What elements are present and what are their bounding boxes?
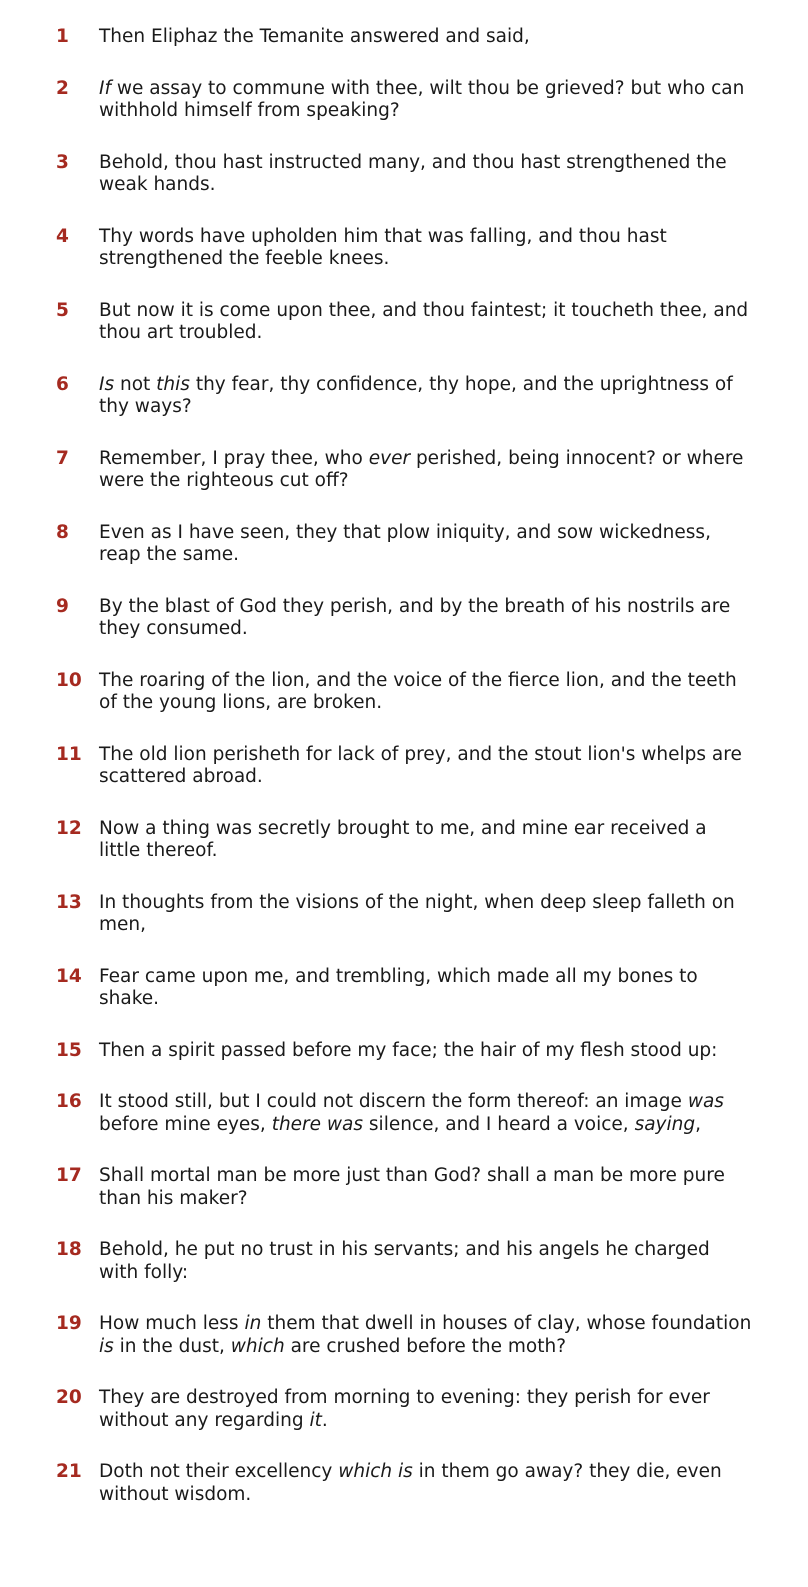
verse-10 bbox=[0, 670, 808, 715]
text-segment: Shall mortal man be more just than God? shall a man be more pure than his maker? bbox=[99, 1165, 725, 1209]
text-segment: Thy words have upholden him that was falling, and thou hast strengthened the feeble knees. bbox=[99, 225, 667, 269]
verse-number: 8 bbox=[56, 521, 69, 543]
verse-number: 1 bbox=[56, 26, 69, 47]
verse-7 bbox=[0, 448, 808, 493]
verse-17 bbox=[0, 1165, 808, 1210]
text-segment: not bbox=[114, 373, 157, 395]
text-segment: in them go away? they die, even without wisdom. bbox=[99, 1461, 722, 1505]
verse-text bbox=[99, 78, 752, 123]
verse-19 bbox=[0, 1313, 808, 1358]
verse-11 bbox=[0, 744, 808, 789]
verse-text bbox=[99, 152, 752, 197]
verse-number: 11 bbox=[56, 743, 82, 765]
verse-text bbox=[99, 966, 752, 1011]
verse-text bbox=[99, 226, 752, 271]
verse-number: 7 bbox=[56, 447, 69, 469]
verse-number: 10 bbox=[56, 669, 82, 691]
verse-number: 16 bbox=[56, 1091, 82, 1112]
verse-number: 9 bbox=[56, 595, 69, 617]
verse-number: 4 bbox=[56, 225, 69, 247]
italic-segment: ever bbox=[368, 447, 411, 469]
italic-segment: this bbox=[156, 373, 190, 395]
verse-text bbox=[99, 596, 752, 641]
verse-text bbox=[99, 1461, 752, 1506]
text-segment: before mine eyes, bbox=[99, 1113, 272, 1135]
italic-segment: is bbox=[99, 1335, 114, 1357]
text-segment: In thoughts from the visions of the night, when deep sleep falleth on men, bbox=[99, 891, 735, 935]
verse-text bbox=[99, 1091, 752, 1136]
verse-21 bbox=[0, 1461, 808, 1506]
verse-9 bbox=[0, 596, 808, 641]
verse-number: 6 bbox=[56, 373, 69, 395]
text-segment: , bbox=[695, 1113, 701, 1135]
verse-number: 3 bbox=[56, 151, 69, 173]
text-segment: are crushed before the moth? bbox=[284, 1335, 567, 1357]
verse-text bbox=[99, 300, 752, 345]
text-segment: They are destroyed from morning to evening: they perish for ever without any regarding bbox=[99, 1387, 710, 1431]
verse-text bbox=[99, 1040, 752, 1063]
verse-number: 2 bbox=[56, 77, 69, 99]
text-segment: The old lion perisheth for lack of prey, and the stout lion's whelps are scattered abroad. bbox=[99, 743, 742, 787]
verse-8 bbox=[0, 522, 808, 567]
text-segment: By the blast of God they perish, and by the breath of his nostrils are they consumed. bbox=[99, 595, 731, 639]
verse-5 bbox=[0, 300, 808, 345]
text-segment: Even as I have seen, they that plow iniquity, and sow wickedness, reap the same. bbox=[99, 521, 711, 565]
verse-number: 13 bbox=[56, 891, 82, 913]
text-segment: Fear came upon me, and trembling, which made all my bones to shake. bbox=[99, 965, 698, 1009]
verse-6 bbox=[0, 374, 808, 419]
verse-text bbox=[99, 670, 752, 715]
italic-segment: in bbox=[244, 1313, 262, 1334]
verse-number: 14 bbox=[56, 965, 82, 987]
text-segment: Doth not their excellency bbox=[99, 1461, 339, 1482]
italic-segment: was bbox=[687, 1091, 724, 1112]
verse-1 bbox=[0, 26, 808, 49]
text-segment: Behold, he put no trust in his servants; and his angels he charged with folly: bbox=[99, 1239, 710, 1283]
verse-text bbox=[99, 374, 752, 419]
text-segment: The roaring of the lion, and the voice of the fierce lion, and the teeth of the young lions, are broken. bbox=[99, 669, 737, 713]
text-segment: thy fear, thy confidence, thy hope, and the uprightness of thy ways? bbox=[99, 373, 733, 417]
text-segment: How much less bbox=[99, 1313, 245, 1334]
italic-segment: which bbox=[230, 1335, 285, 1357]
text-segment: . bbox=[321, 1409, 328, 1431]
italic-segment: Is bbox=[99, 373, 115, 395]
verse-text bbox=[99, 1165, 752, 1210]
verse-12 bbox=[0, 818, 808, 863]
verse-15 bbox=[0, 1040, 808, 1063]
verse-number: 18 bbox=[56, 1239, 82, 1260]
verse-text bbox=[99, 26, 752, 49]
verse-14 bbox=[0, 966, 808, 1011]
verse-number: 17 bbox=[56, 1165, 82, 1186]
verse-3 bbox=[0, 152, 808, 197]
italic-segment: which is bbox=[338, 1461, 413, 1482]
verse-text bbox=[99, 1239, 752, 1284]
verse-text bbox=[99, 448, 752, 493]
italic-segment: there was bbox=[271, 1113, 364, 1135]
verse-20 bbox=[0, 1387, 808, 1432]
verse-number: 21 bbox=[56, 1461, 82, 1482]
verse-number: 5 bbox=[56, 299, 69, 321]
text-segment: in the dust, bbox=[113, 1335, 231, 1357]
italic-segment: saying bbox=[634, 1113, 696, 1135]
verse-number: 20 bbox=[56, 1387, 82, 1408]
text-segment: perished, being innocent? or where were the righteous cut off? bbox=[99, 447, 744, 491]
verse-text bbox=[99, 1313, 752, 1358]
verse-text bbox=[99, 522, 752, 567]
text-segment: Now a thing was secretly brought to me, and mine ear received a little thereof. bbox=[99, 817, 707, 861]
verse-number: 19 bbox=[56, 1313, 82, 1334]
text-segment: Behold, thou hast instructed many, and thou hast strengthened the weak hands. bbox=[99, 151, 727, 195]
text-segment: silence, and I heard a voice, bbox=[363, 1113, 635, 1135]
text-segment: But now it is come upon thee, and thou faintest; it toucheth thee, and thou art troubled. bbox=[99, 299, 749, 343]
text-segment: Then Eliphaz the Temanite answered and said, bbox=[99, 26, 530, 47]
text-segment: Then a spirit passed before my face; the hair of my flesh stood up: bbox=[99, 1039, 718, 1061]
verse-text bbox=[99, 818, 752, 863]
verse-text bbox=[99, 1387, 752, 1432]
verse-18 bbox=[0, 1239, 808, 1284]
text-segment: them that dwell in houses of clay, whose foundation bbox=[261, 1313, 752, 1334]
italic-segment: If bbox=[99, 77, 111, 99]
verse-4 bbox=[0, 226, 808, 271]
verse-2 bbox=[0, 78, 808, 123]
verse-13 bbox=[0, 892, 808, 937]
verse-16 bbox=[0, 1091, 808, 1136]
verse-text bbox=[99, 892, 752, 937]
text-segment: It stood still, but I could not discern the form thereof: an image bbox=[99, 1091, 688, 1112]
text-segment: Remember, I pray thee, who bbox=[99, 447, 369, 469]
text-segment: we assay to commune with thee, wilt thou be grieved? but who can withhold himself from speaking? bbox=[99, 77, 745, 121]
verse-number: 15 bbox=[56, 1039, 82, 1061]
verse-text bbox=[99, 744, 752, 789]
italic-segment: it bbox=[309, 1409, 322, 1431]
verse-number: 12 bbox=[56, 817, 82, 839]
